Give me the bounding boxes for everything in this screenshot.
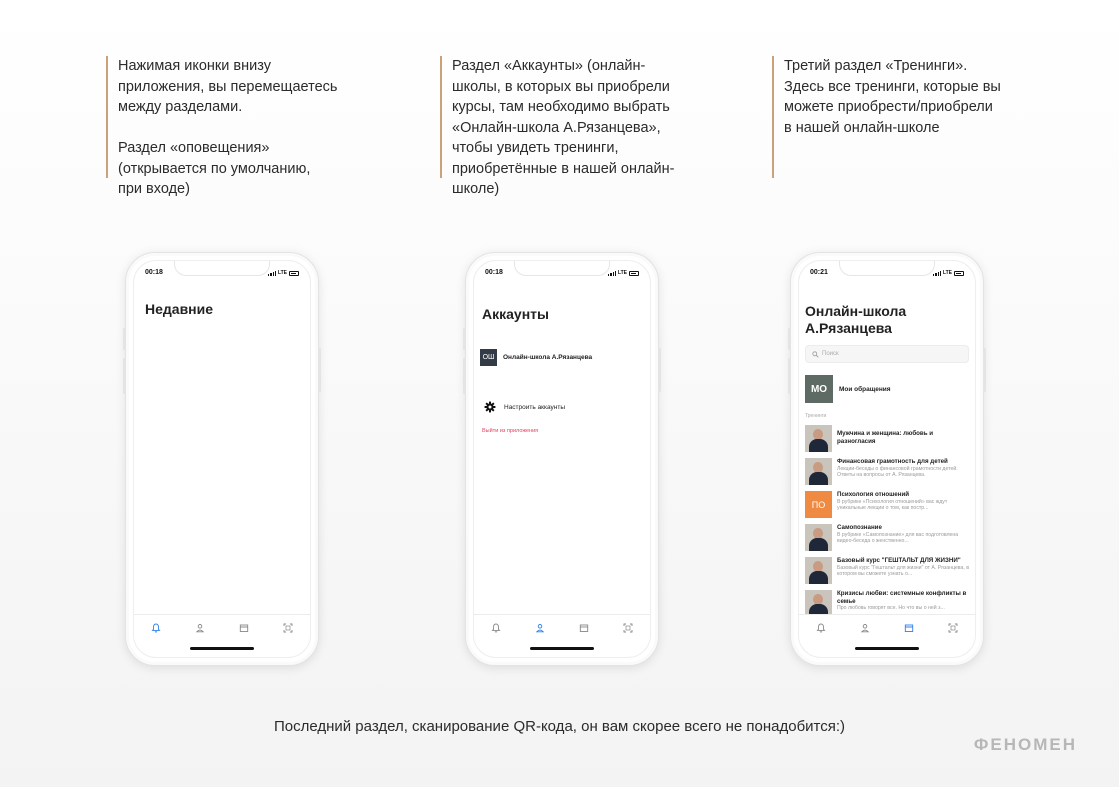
phone-accounts [465,252,659,666]
settings-row[interactable] [484,401,644,413]
bell-icon [491,623,501,633]
battery-icon [954,271,964,276]
tab-accounts[interactable] [190,618,210,638]
page-title: Недавние [145,301,214,317]
qr-scan-icon [948,623,958,633]
tab-accounts[interactable] [530,618,550,638]
status-time: 00:18 [145,269,163,276]
course-thumbnail [805,458,832,485]
course-item[interactable] [805,425,969,455]
account-name: Онлайн-школа А.Рязанцева [503,354,593,361]
person-icon [535,623,545,633]
course-desc: Про любовь говорят все. Но что вы о ней з... [837,605,945,611]
network-label: LTE [617,270,627,276]
tab-bar [799,614,975,640]
tab-bar [134,614,310,640]
status-time: 00:18 [485,269,503,276]
person-icon [860,623,870,633]
status-time: 00:21 [810,269,828,276]
caption-accounts: Раздел «Аккаунты» (онлайн- школы, в которых вы приобрели курсы, там необходимо выбрать «Онлайн-школа А.Рязанцева», чтобы увидеть тренинги, приобретённые в нашей онлайн- школе) [440,56,695,178]
qr-scan-icon [623,623,633,633]
account-avatar: ОШ [480,349,497,366]
tab-trainings[interactable] [574,618,594,638]
tab-notifications[interactable] [811,618,831,638]
course-item[interactable] [805,458,969,488]
tab-trainings[interactable] [899,618,919,638]
signal-icon [608,271,616,276]
section-label: Тренинги [805,413,827,419]
course-desc: В рубрике «Самопознание» для вас подготовлена видео-беседа о женственно... [837,531,959,544]
course-title: Финансовая грамотность для детей [837,458,948,465]
course-thumbnail [805,557,832,584]
course-item[interactable] [805,491,969,521]
tab-accounts[interactable] [855,618,875,638]
course-title: Психология отношений [837,491,910,498]
page-title [805,303,906,337]
phone-screen [798,260,976,658]
network-label: LTE [942,270,952,276]
status-bar [810,269,964,279]
signal-icon [268,271,276,276]
status-bar [145,269,299,279]
caption-notifications: Нажимая иконки внизу приложения, вы перемещаетесь между разделами. Раздел «оповещения» (открывается по умолчанию, при входе) [106,56,356,178]
page-title-line1: Онлайн-школа [805,303,907,319]
home-indicator [530,647,594,650]
course-item[interactable] [805,524,969,554]
search-input[interactable] [805,345,969,363]
course-thumbnail [805,425,832,452]
search-placeholder: Поиск [822,351,839,357]
battery-icon [289,271,299,276]
tab-qr-scan[interactable] [278,618,298,638]
phone-screen [133,260,311,658]
course-desc: Базовый курс "Гештальт для жизни" от А. Рязанцева, в котором вы сможете узнать о... [837,564,969,577]
course-title: Самопознание [837,524,882,531]
course-title: Базовый курс "ГЕШТАЛЬТ ДЛЯ ЖИЗНИ" [837,557,961,564]
page-title: Аккаунты [482,306,549,322]
course-thumbnail [805,590,832,617]
tab-qr-scan[interactable] [618,618,638,638]
search-icon [812,351,819,358]
gear-icon [484,401,496,413]
requests-avatar: МО [805,375,833,403]
course-item[interactable] [805,557,969,587]
settings-label: Настроить аккаунты [504,403,566,411]
qr-scan-icon [283,623,293,633]
course-thumbnail [805,524,832,551]
network-label: LTE [277,270,287,276]
course-thumbnail: ПО [805,491,832,518]
tab-notifications[interactable] [146,618,166,638]
bell-icon [816,623,826,633]
calendar-icon [579,623,589,633]
course-desc: Лекции-беседы о финансовой грамотности детей. Ответы на вопросы от А. Рязанцева. [837,465,958,478]
phone-screen [473,260,651,658]
tab-trainings[interactable] [234,618,254,638]
person-icon [195,623,205,633]
caption-trainings: Третий раздел «Тренинги». Здесь все тренинги, которые вы можете приобрести/приобрели в нашей онлайн-школе [772,56,1022,178]
account-row[interactable] [480,349,644,366]
page-title-line2: А.Рязанцева [805,320,892,336]
battery-icon [629,271,639,276]
home-indicator [190,647,254,650]
course-title: Кризисы любви: системные конфликты в семье [837,590,967,605]
home-indicator [855,647,919,650]
requests-label: Мои обращения [839,385,891,393]
course-title: Мужчина и женщина: любовь и разногласия [837,430,934,445]
brand-logo: ФЕНОМЕН [973,735,1077,754]
phone-trainings [790,252,984,666]
signal-icon [933,271,941,276]
course-desc: В рубрике «Психология отношений» вас ждут уникальные лекции о том, как постр... [837,498,948,511]
my-requests-row[interactable] [805,375,969,403]
tab-qr-scan[interactable] [943,618,963,638]
tab-notifications[interactable] [486,618,506,638]
phone-notifications [125,252,319,666]
logout-link[interactable]: Выйти из приложения [482,428,539,434]
status-bar [485,269,639,279]
tab-bar [474,614,650,640]
calendar-icon [239,623,249,633]
footer-note: Последний раздел, сканирование QR-кода, он вам скорее всего не понадобится:) [273,718,846,735]
bell-icon [151,623,161,633]
calendar-icon [904,623,914,633]
